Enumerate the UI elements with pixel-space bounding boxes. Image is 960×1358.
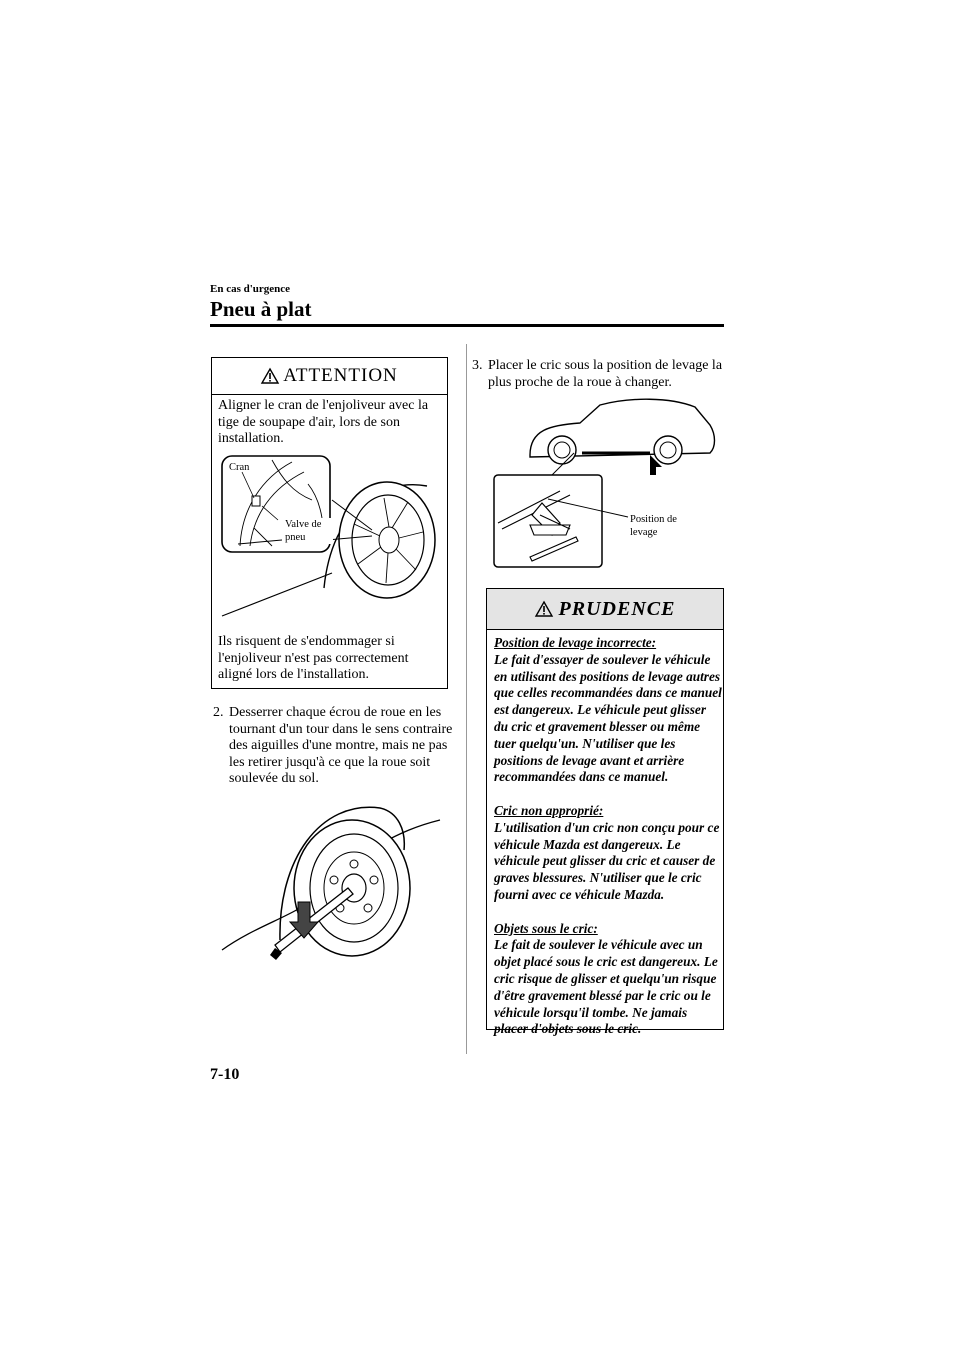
attention-box	[211, 357, 448, 689]
jack-position-illustration	[490, 395, 730, 575]
prudence-title: PRUDENCE	[558, 597, 676, 620]
attention-text-bottom: Ils risquent de s'endommager si l'enjoliveur n'est pas correctement aligné lors de l'installation.	[218, 634, 409, 682]
step-2-number: 2.	[213, 705, 224, 720]
warning-icon	[535, 601, 553, 617]
attention-header	[212, 358, 447, 395]
attention-title: ATTENTION	[283, 365, 398, 386]
page-number: 7-10	[210, 1066, 240, 1083]
prudence-header	[487, 589, 723, 630]
step-3-text: Placer le cric sous la position de levage la plus proche de la roue à changer.	[488, 358, 723, 390]
lug-nut-wrench-illustration	[220, 790, 445, 970]
prudence-item-text: Le fait de soulever le véhicule avec un objet placé sous le cric est dangereux. Le cric risque de glisser et quelqu'un risque d'être gravement blessé par le cric ou le véhicule lorsqu'il tombe. Ne jamais placer d'objets sous le cric.	[494, 937, 718, 1037]
prudence-item-heading: Objets sous le cric:	[494, 920, 598, 936]
prudence-box	[486, 588, 724, 1037]
prudence-item	[494, 635, 722, 786]
step-3-number: 3.	[472, 358, 483, 373]
prudence-item-heading: Position de levage incorrecte:	[494, 635, 657, 650]
prudence-item	[494, 921, 722, 1039]
step-2	[213, 705, 453, 788]
step-3	[472, 358, 727, 391]
lift-point-label: Position de levage	[630, 514, 677, 538]
title-rule	[210, 324, 724, 327]
prudence-item-heading: Cric non approprié:	[494, 802, 604, 818]
warning-icon	[261, 368, 279, 384]
prudence-item	[494, 803, 722, 904]
step-2-text: Desserrer chaque écrou de roue en les tournant d'un tour dans le sens contraire des aiguilles d'une montre, mais ne pas les retirer jusqu'à ce que la roue soit soulevée du sol.	[229, 705, 453, 786]
notch-label: Cran	[229, 462, 250, 473]
section-label: En cas d'urgence	[210, 283, 291, 295]
prudence-body	[494, 635, 722, 1055]
prudence-item-text: Le fait d'essayer de soulever le véhicule en utilisant des positions de levage autres que celles recommandées dans ce manuel est dangereux. Le véhicule peut glisser du cric et gravement blesser ou même tuer quelqu'un. N'utiliser que les positions de levage avant et arrière recommandées dans ce manuel.	[494, 651, 722, 785]
column-divider	[466, 344, 467, 1054]
page-title: Pneu à plat	[210, 297, 312, 321]
attention-text-top: Aligner le cran de l'enjoliveur avec la tige de soupape d'air, lors de son installation.	[218, 398, 429, 446]
valve-label: Valve de pneu	[285, 518, 333, 544]
prudence-item-text: L'utilisation d'un cric non conçu pour ce véhicule Mazda est dangereux. Le véhicule peut glisser du cric et causer de graves blessures. N'utiliser que le cric fourni avec ce véhicule Mazda.	[494, 819, 720, 902]
